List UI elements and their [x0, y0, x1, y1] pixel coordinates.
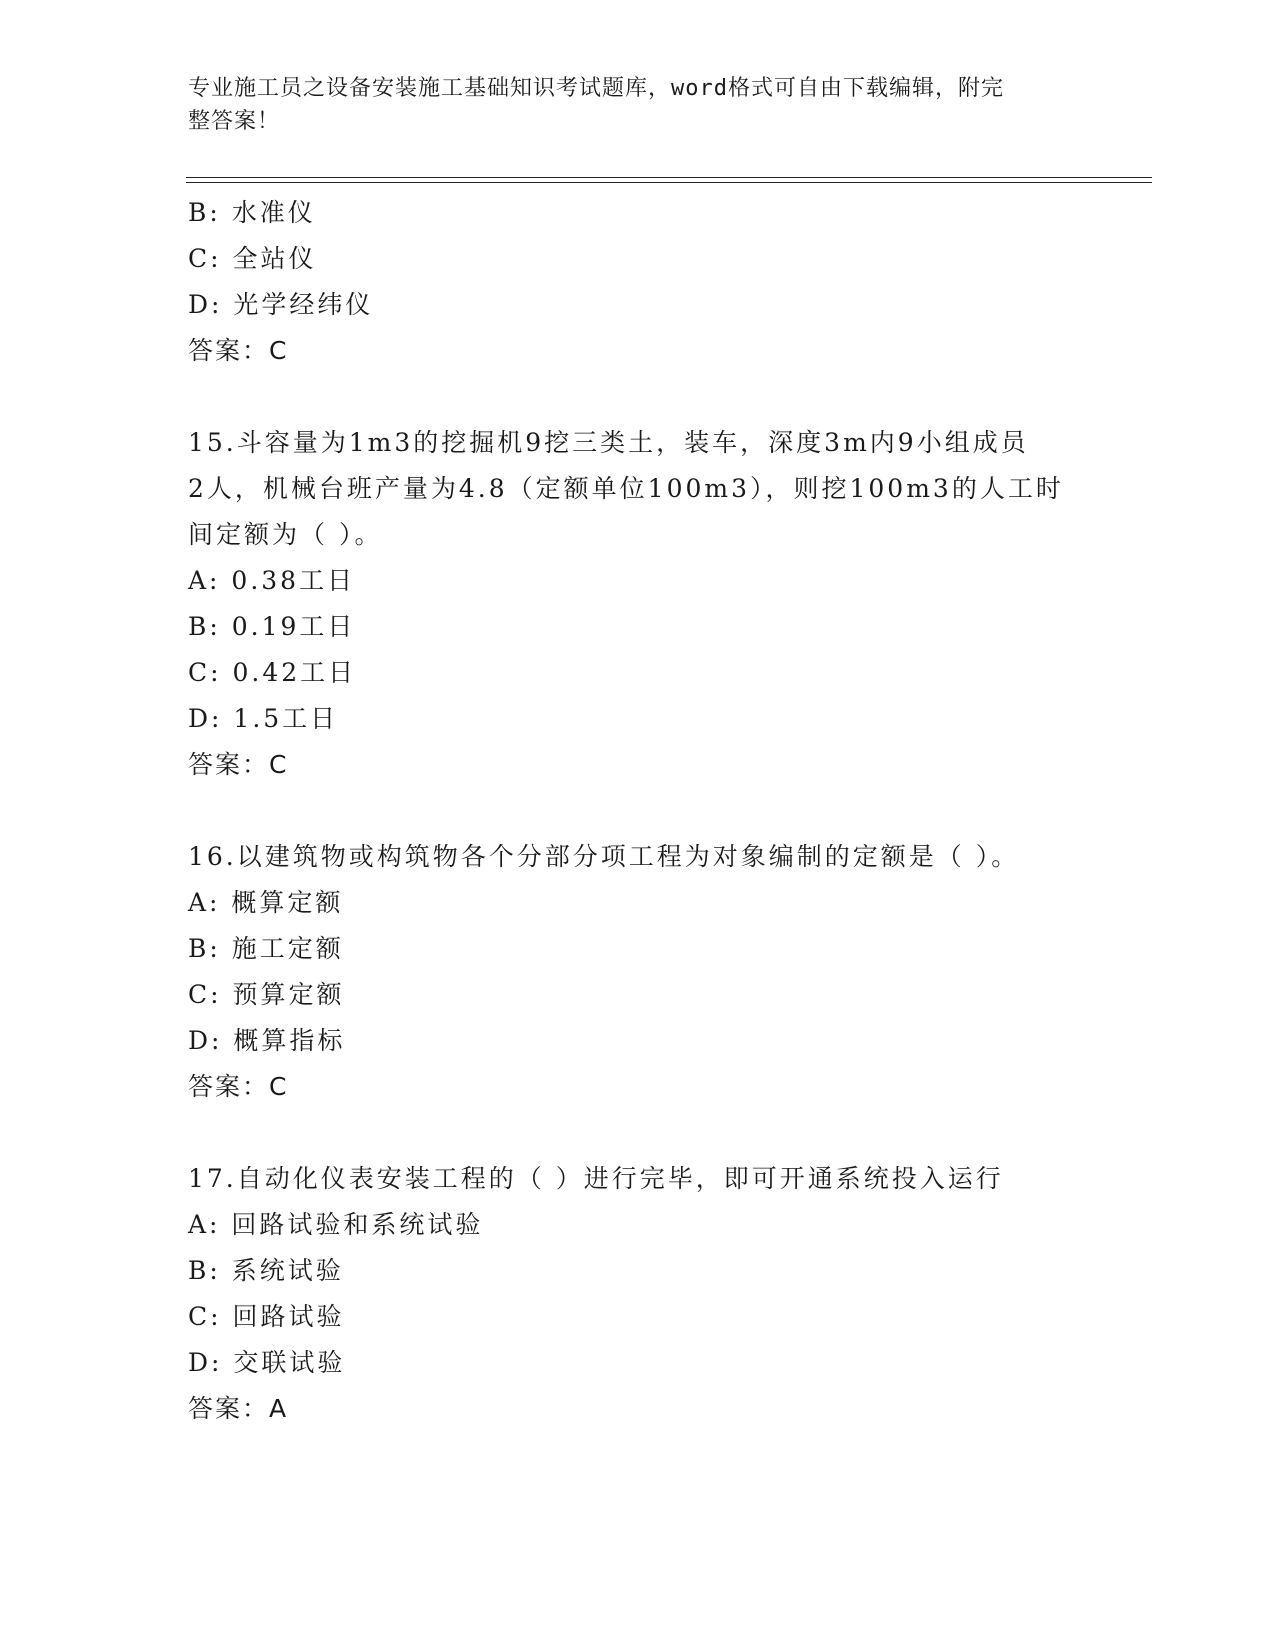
- option-c: C: 预算定额: [188, 980, 345, 1009]
- question-list: [188, 190, 1068, 1432]
- option-b: B: 系统试验: [188, 1256, 344, 1285]
- spacer: [188, 788, 1068, 834]
- question-stem-line-2: 2人，机械台班产量为4.8（定额单位100m3），则挖100m3的人工时: [188, 474, 1064, 503]
- answer-line: 答案：C: [188, 750, 289, 779]
- header-divider-bottom: [186, 182, 1152, 183]
- option-d: D: 光学经纬仪: [188, 290, 374, 319]
- answer-line: 答案：C: [188, 1072, 289, 1101]
- header-title-line-1: 专业施工员之设备安装施工基础知识考试题库，word格式可自由下载编辑，附完: [188, 76, 1004, 101]
- answer-line: 答案：A: [188, 1394, 289, 1423]
- question-block-15: [188, 420, 1068, 788]
- option-a: A: 0.38工日: [188, 566, 356, 595]
- spacer: [188, 1110, 1068, 1156]
- header-title-line-2: 整答案！: [188, 109, 281, 134]
- option-b: B: 施工定额: [188, 934, 344, 963]
- question-block-prev: [188, 190, 1068, 374]
- question-stem-line-1: 16.以建筑物或构筑物各个分部分项工程为对象编制的定额是（ ）。: [188, 842, 1020, 871]
- question-stem-line-3: 间定额为（ ）。: [188, 520, 383, 549]
- option-a: A: 概算定额: [188, 888, 344, 917]
- option-c: C: 全站仪: [188, 244, 317, 273]
- option-d: D: 交联试验: [188, 1348, 346, 1377]
- option-d: D: 1.5工日: [188, 704, 339, 733]
- option-c: C: 回路试验: [188, 1302, 345, 1331]
- option-b: B: 水准仪: [188, 198, 316, 227]
- question-stem-line-1: 17.自动化仪表安装工程的（ ）进行完毕，即可开通系统投入运行: [188, 1164, 1004, 1193]
- header-divider-top: [186, 177, 1152, 178]
- option-a: A: 回路试验和系统试验: [188, 1210, 484, 1239]
- document-header: [188, 72, 1068, 138]
- spacer: [188, 374, 1068, 420]
- question-stem-line-1: 15.斗容量为1m3的挖掘机9挖三类土，装车，深度3m内9小组成员: [188, 428, 1029, 457]
- option-d: D: 概算指标: [188, 1026, 346, 1055]
- question-block-16: [188, 834, 1068, 1110]
- option-b: B: 0.19工日: [188, 612, 356, 641]
- option-c: C: 0.42工日: [188, 658, 357, 687]
- question-block-17: [188, 1156, 1068, 1432]
- answer-line: 答案：C: [188, 336, 289, 365]
